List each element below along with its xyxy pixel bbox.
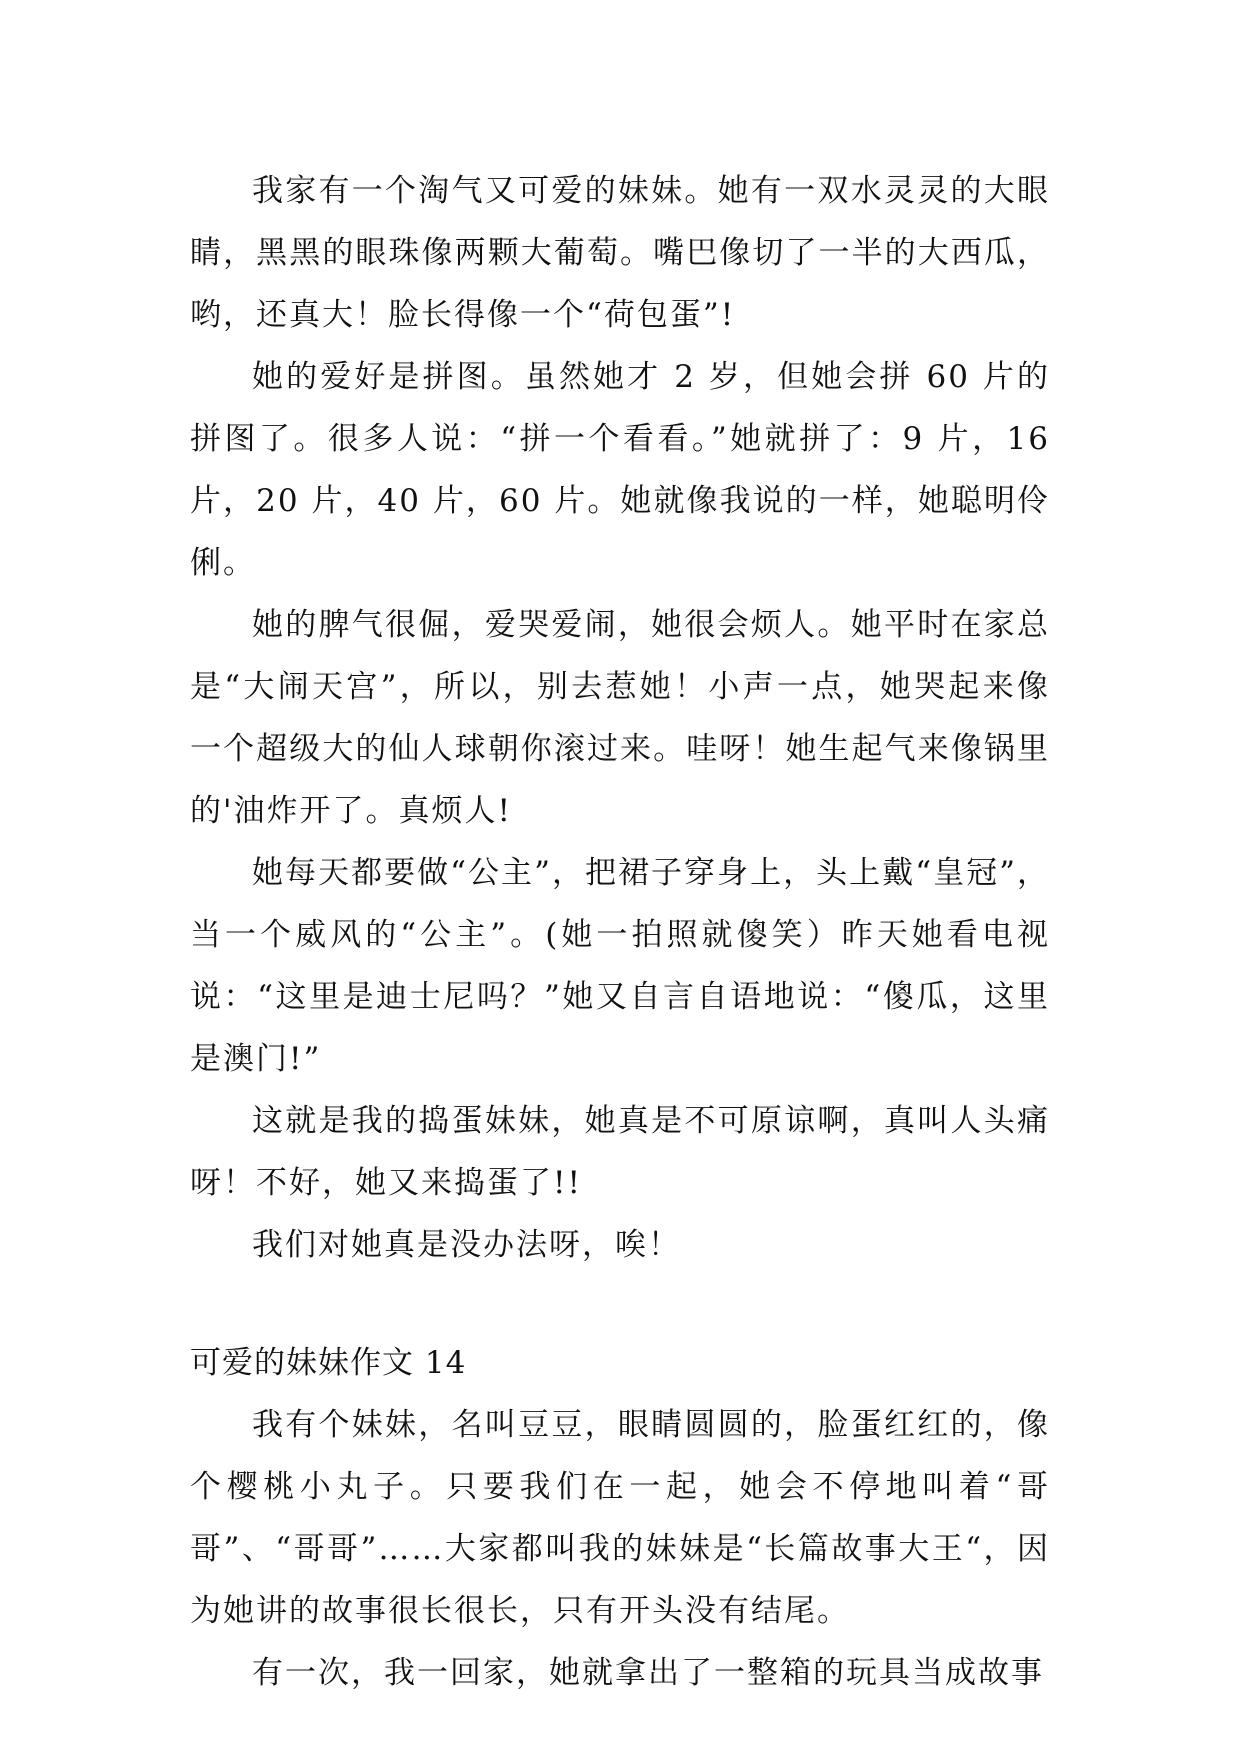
paragraph: 她的爱好是拼图。虽然她才 2 岁，但她会拼 60 片的拼图了。很多人说：“拼一个看看。”她就拼了：9 片，16 片，20 片，40 片，60 片。她就像我说的一样，她聪明伶俐。 bbox=[190, 359, 1050, 581]
paragraph: 这就是我的捣蛋妹妹，她真是不可原谅啊，真叫人头痛呀！不好，她又来捣蛋了!! bbox=[190, 1103, 1050, 1201]
paragraph: 我有个妹妹，名叫豆豆，眼睛圆圆的，脸蛋红红的，像个樱桃小丸子。只要我们在一起，她会不停地叫着“哥哥”、“哥哥”……大家都叫我的妹妹是“长篇故事大王“，因为她讲的故事很长很长，只有开头没有结尾。 bbox=[190, 1407, 1050, 1629]
paragraph: 我家有一个淘气又可爱的妹妹。她有一双水灵灵的大眼睛，黑黑的眼珠像两颗大葡萄。嘴巴像切了一半的大西瓜，哟，还真大！脸长得像一个“荷包蛋”! bbox=[190, 173, 1050, 333]
paragraph: 我们对她真是没办法呀，唉！ bbox=[252, 1227, 681, 1263]
document-page bbox=[190, 160, 1050, 1704]
paragraph: 有一次，我一回家，她就拿出了一整箱的玩具当成故事 bbox=[252, 1655, 1044, 1691]
paragraph: 她每天都要做“公主”，把裙子穿身上，头上戴“皇冠”，当一个威风的“公主”。(她一拍照就傻笑）昨天她看电视说：“这里是迪士尼吗？”她又自言自语地说：“傻瓜，这里是澳门!” bbox=[190, 855, 1050, 1077]
paragraph: 她的脾气很倔，爱哭爱闹，她很会烦人。她平时在家总是“大闹天宫”，所以，别去惹她！小声一点，她哭起来像一个超级大的仙人球朝你滚过来。哇呀！她生起气来像锅里的'油炸开了。真烦人! bbox=[190, 607, 1050, 829]
section-title: 可爱的妹妹作文 14 bbox=[190, 1345, 467, 1381]
